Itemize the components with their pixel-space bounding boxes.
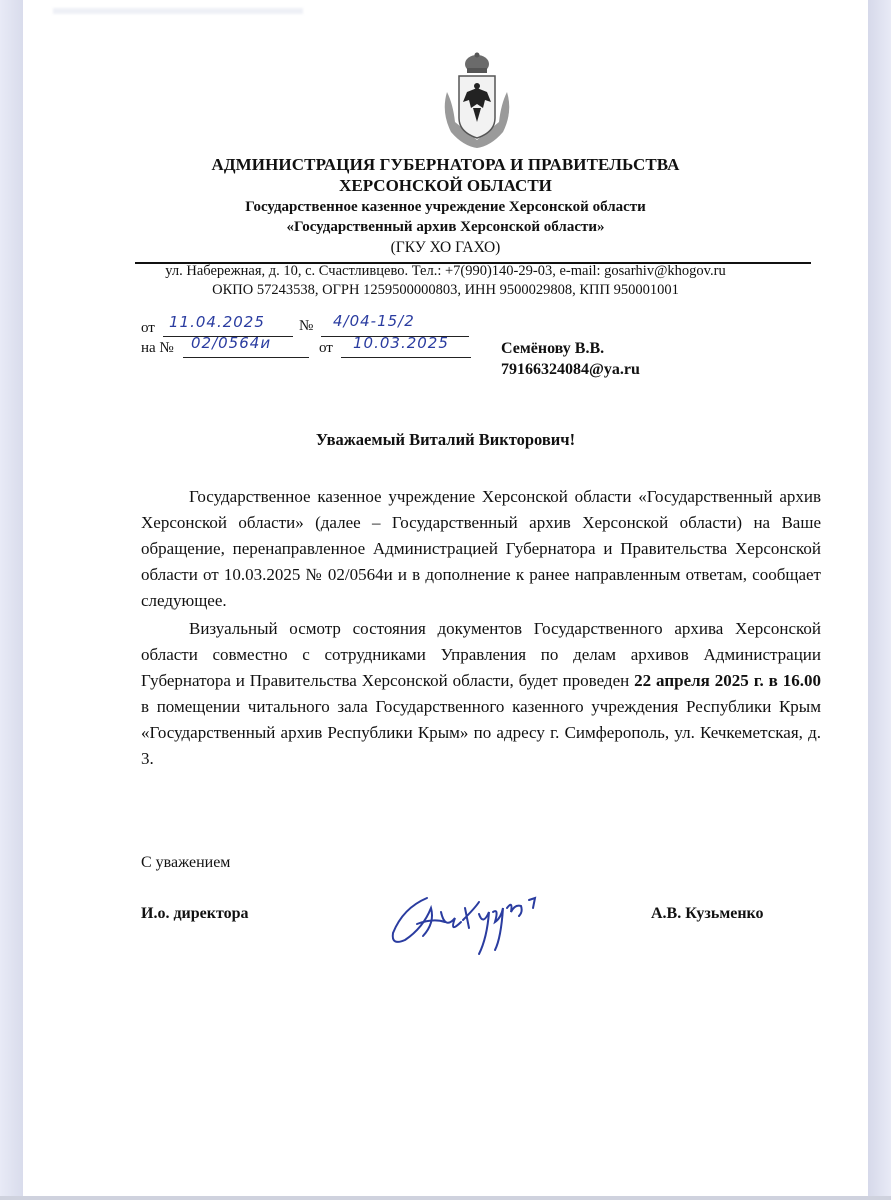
body-paragraph-1: [141, 484, 821, 614]
signatory-role: И.о. директора: [141, 905, 249, 922]
in-reply-number-underline: [183, 357, 309, 358]
in-reply-from-label: от: [319, 340, 333, 356]
paragraph-2-text-end: в помещении читального зала Государственного казенного учреждения Республики Крым «Государственный архив Республики Крым» по адресу г. Симферополь, ул. Кечкеметская, д. 3.: [141, 697, 821, 768]
outgoing-number: 4/04-15/2: [333, 312, 415, 330]
address-line: ул. Набережная, д. 10, с. Счастливцево. Тел.: +7(990)140-29-03, e-mail: gosarhiv@khogov.ru: [165, 263, 726, 279]
number-label: №: [299, 318, 314, 334]
viewer-margin-left: [0, 0, 23, 1200]
document-page: [23, 0, 868, 1196]
institution-abbreviation: (ГКУ ХО ГАХО): [390, 239, 501, 256]
outgoing-date: 11.04.2025: [169, 313, 265, 331]
institution-line2: «Государственный архив Херсонской области»: [286, 219, 605, 235]
in-reply-date-underline: [341, 357, 471, 358]
recipient-email: 79166324084@ya.ru: [501, 361, 640, 378]
viewer-margin-right: [868, 0, 891, 1200]
org-title-line2: ХЕРСОНСКОЙ ОБЛАСТИ: [339, 176, 552, 195]
paragraph-1-text: Государственное казенное учреждение Херсонской области «Государственный архив Херсонской области» (далее – Государственный архив Херсонской области) на Ваше обращение, перенаправленное Администрацией Губернатора и Правительства Херсонской области от 10.03.2025 № 02/0564и и в дополнение к ранее направленным ответам, сообщает следующее.: [141, 487, 821, 610]
salutation: Уважаемый Виталий Викторович!: [315, 430, 576, 449]
closing-phrase: С уважением: [141, 854, 231, 871]
scan-artifact: [53, 8, 303, 14]
in-reply-number: 02/0564и: [191, 334, 272, 352]
handwritten-signature: [383, 878, 543, 958]
recipient-name: Семёнову В.В.: [501, 340, 605, 357]
viewer-bottom-edge: [0, 1196, 891, 1200]
org-title-line1: АДМИНИСТРАЦИЯ ГУБЕРНАТОРА И ПРАВИТЕЛЬСТВА: [211, 155, 680, 174]
body-paragraph-2: [141, 616, 821, 772]
in-reply-date: 10.03.2025: [353, 334, 449, 352]
paragraph-2-text-start: Визуальный осмотр состояния документов Государственного архива Херсонской области совместно с сотрудниками Управления по делам архивов Администрации Губернатора и Правительства Херсонской области, будет проведен: [141, 619, 821, 690]
registry-codes: ОКПО 57243538, ОГРН 1259500000803, ИНН 9500029808, КПП 950001001: [212, 282, 679, 298]
coat-of-arms-emblem: [437, 52, 517, 152]
signatory-name: А.В. Кузьменко: [651, 905, 764, 922]
in-reply-label: на №: [141, 340, 174, 356]
from-label: от: [141, 320, 155, 336]
inspection-datetime: 22 апреля 2025 г. в 16.00: [634, 671, 821, 690]
institution-line1: Государственное казенное учреждение Херсонской области: [245, 199, 646, 215]
